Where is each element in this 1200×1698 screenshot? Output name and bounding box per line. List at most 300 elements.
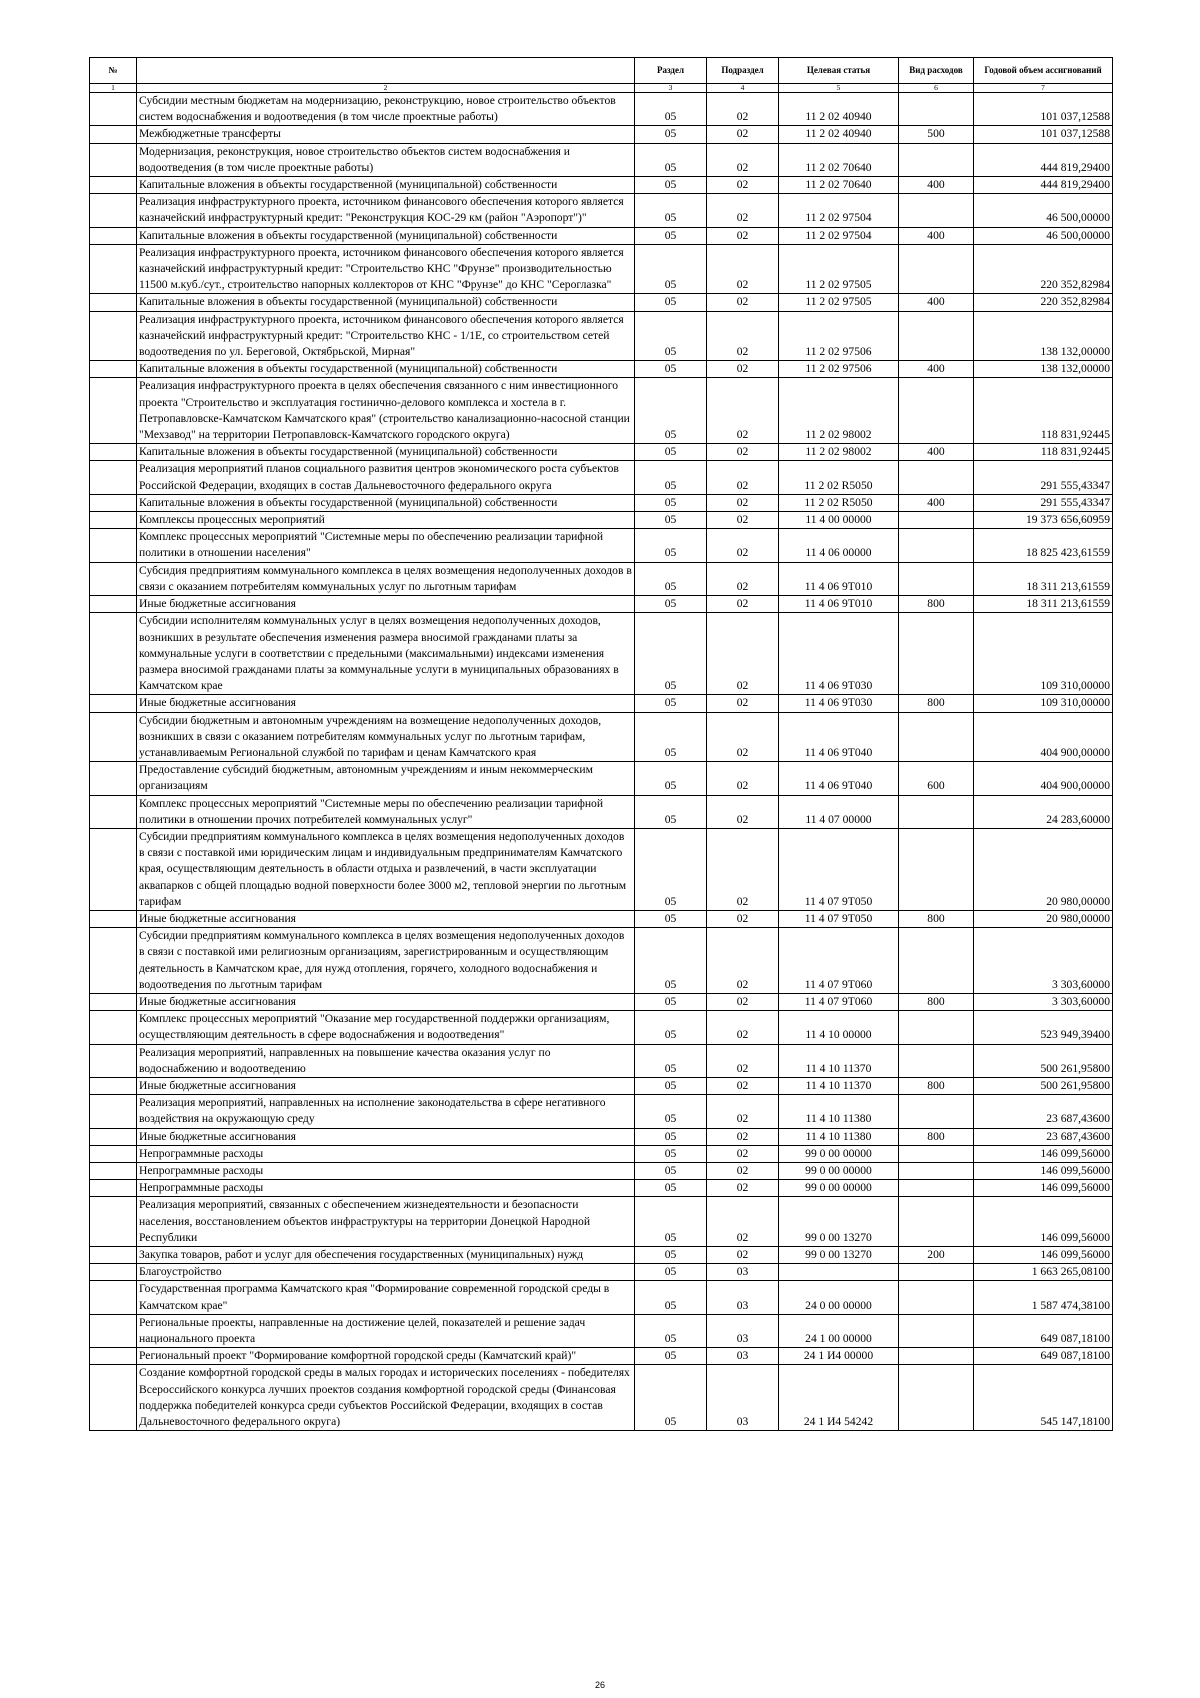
row-name-cell: Реализация инфраструктурного проекта, источником финансового обеспечения которого является казначейский инфраструктурный кредит: "Строительство КНС "Фрунзе" производительностью 11500 м.куб./сут., строительство напорных коллекторов от КНС "Фрунзе" до КНС "Сероглазка" — [137, 244, 635, 294]
row-section-cell: 05 — [635, 143, 707, 176]
row-expense-type-cell — [899, 1365, 974, 1431]
row-subsection-cell: 02 — [707, 529, 779, 562]
row-target-article-cell: 11 2 02 70640 — [779, 177, 899, 194]
header-subsection: Подраздел — [707, 58, 779, 84]
row-number-cell — [90, 529, 137, 562]
table-row — [90, 828, 1113, 910]
row-target-article-cell: 24 1 И4 54242 — [779, 1365, 899, 1431]
row-subsection-cell: 02 — [707, 695, 779, 712]
row-number-cell — [90, 444, 137, 461]
row-expense-type-cell — [899, 1163, 974, 1180]
row-expense-type-cell — [899, 613, 974, 695]
row-amount-cell: 18 825 423,61559 — [974, 529, 1113, 562]
column-number: 5 — [779, 84, 899, 93]
table-row — [90, 1163, 1113, 1180]
row-expense-type-cell — [899, 311, 974, 361]
table-row — [90, 444, 1113, 461]
row-target-article-cell: 11 4 10 11380 — [779, 1095, 899, 1128]
header-annual-amount: Годовой объем ассигнований — [974, 58, 1113, 84]
row-amount-cell: 20 980,00000 — [974, 828, 1113, 910]
row-amount-cell: 146 099,56000 — [974, 1163, 1113, 1180]
row-section-cell: 05 — [635, 1145, 707, 1162]
row-subsection-cell: 02 — [707, 444, 779, 461]
row-subsection-cell: 02 — [707, 1011, 779, 1044]
table-row — [90, 928, 1113, 994]
row-name-cell: Межбюджетные трансферты — [137, 126, 635, 143]
row-expense-type-cell — [899, 512, 974, 529]
column-number: 6 — [899, 84, 974, 93]
row-expense-type-cell — [899, 1095, 974, 1128]
row-name-cell: Субсидии исполнителям коммунальных услуг в целях возмещения недополученных доходов, возникших в результате обеспечения изменения размера вносимой гражданами платы за коммунальные услуги в соответствии с предельными (максимальными) индексами изменения размера вносимой гражданами платы за коммунальные услуги в муниципальных образованиях в Камчатском крае — [137, 613, 635, 695]
row-amount-cell: 18 311 213,61559 — [974, 562, 1113, 595]
row-target-article-cell: 11 4 10 11370 — [779, 1077, 899, 1094]
row-section-cell: 05 — [635, 1314, 707, 1347]
row-amount-cell: 1 587 474,38100 — [974, 1281, 1113, 1314]
row-name-cell: Субсидии предприятиям коммунального комплекса в целях возмещения недополученных доходов в связи с поставкой ими религиозным организациям, зарегистрированным и осуществляющим деятельность в Камчатском крае, для нужд отопления, горячего, холодного водоснабжения и водоотведения по льготным тарифам — [137, 928, 635, 994]
row-subsection-cell: 02 — [707, 126, 779, 143]
row-name-cell: Реализация мероприятий, направленных на повышение качества оказания услуг по водоснабжению и водоотведению — [137, 1044, 635, 1077]
row-amount-cell: 138 132,00000 — [974, 361, 1113, 378]
row-subsection-cell: 02 — [707, 311, 779, 361]
row-number-cell — [90, 910, 137, 927]
row-section-cell: 05 — [635, 361, 707, 378]
row-subsection-cell: 02 — [707, 1077, 779, 1094]
row-expense-type-cell — [899, 828, 974, 910]
row-amount-cell: 404 900,00000 — [974, 762, 1113, 795]
row-section-cell: 05 — [635, 1365, 707, 1431]
row-name-cell: Иные бюджетные ассигнования — [137, 695, 635, 712]
row-number-cell — [90, 1095, 137, 1128]
row-target-article-cell: 11 4 06 9Т040 — [779, 762, 899, 795]
row-amount-cell: 404 900,00000 — [974, 712, 1113, 762]
row-name-cell: Закупка товаров, работ и услуг для обеспечения государственных (муниципальных) нужд — [137, 1247, 635, 1264]
row-name-cell: Непрограммные расходы — [137, 1163, 635, 1180]
table-row — [90, 596, 1113, 613]
row-section-cell: 05 — [635, 762, 707, 795]
row-amount-cell: 118 831,92445 — [974, 378, 1113, 444]
row-subsection-cell: 02 — [707, 1095, 779, 1128]
table-row — [90, 194, 1113, 227]
row-number-cell — [90, 928, 137, 994]
row-section-cell: 05 — [635, 910, 707, 927]
row-target-article-cell: 11 2 02 97505 — [779, 244, 899, 294]
column-number: 1 — [90, 84, 137, 93]
row-expense-type-cell: 400 — [899, 361, 974, 378]
row-target-article-cell: 24 0 00 00000 — [779, 1281, 899, 1314]
row-number-cell — [90, 613, 137, 695]
column-number: 3 — [635, 84, 707, 93]
row-amount-cell: 46 500,00000 — [974, 227, 1113, 244]
row-target-article-cell: 11 4 06 9Т040 — [779, 712, 899, 762]
row-expense-type-cell: 400 — [899, 177, 974, 194]
row-amount-cell: 109 310,00000 — [974, 695, 1113, 712]
row-subsection-cell: 02 — [707, 762, 779, 795]
row-amount-cell: 146 099,56000 — [974, 1247, 1113, 1264]
row-subsection-cell: 02 — [707, 378, 779, 444]
column-number: 2 — [137, 84, 635, 93]
row-section-cell: 05 — [635, 1180, 707, 1197]
table-row — [90, 795, 1113, 828]
row-target-article-cell: 11 2 02 97505 — [779, 294, 899, 311]
table-row — [90, 1264, 1113, 1281]
row-name-cell: Непрограммные расходы — [137, 1145, 635, 1162]
row-section-cell: 05 — [635, 562, 707, 595]
row-section-cell: 05 — [635, 444, 707, 461]
row-number-cell — [90, 795, 137, 828]
row-name-cell: Субсидии предприятиям коммунального комплекса в целях возмещения недополученных доходов в связи с поставкой ими юридическим лицам и индивидуальным предпринимателям Камчатского края, осуществляющим деятельность в области отдыха и развлечений, в части эксплуатации аквапарков с общей площадью водной поверхности более 3000 м2, тепловой энергии по льготным тарифам — [137, 828, 635, 910]
row-subsection-cell: 02 — [707, 244, 779, 294]
row-name-cell: Благоустройство — [137, 1264, 635, 1281]
row-expense-type-cell — [899, 1264, 974, 1281]
row-expense-type-cell — [899, 562, 974, 595]
row-name-cell: Комплекс процессных мероприятий "Системные меры по обеспечению реализации тарифной политики в отношении населения" — [137, 529, 635, 562]
row-section-cell: 05 — [635, 1247, 707, 1264]
table-row — [90, 1348, 1113, 1365]
row-expense-type-cell — [899, 1281, 974, 1314]
row-target-article-cell: 11 2 02 R5050 — [779, 461, 899, 494]
table-row — [90, 1281, 1113, 1314]
row-number-cell — [90, 93, 137, 126]
table-row — [90, 762, 1113, 795]
row-name-cell: Региональные проекты, направленные на достижение целей, показателей и решение задач национального проекта — [137, 1314, 635, 1347]
header-target-article: Целевая статья — [779, 58, 899, 84]
row-amount-cell: 101 037,12588 — [974, 126, 1113, 143]
row-amount-cell: 118 831,92445 — [974, 444, 1113, 461]
row-section-cell: 05 — [635, 126, 707, 143]
row-amount-cell: 3 303,60000 — [974, 928, 1113, 994]
row-number-cell — [90, 244, 137, 294]
row-number-cell — [90, 1264, 137, 1281]
row-subsection-cell: 02 — [707, 993, 779, 1010]
row-expense-type-cell: 600 — [899, 762, 974, 795]
row-number-cell — [90, 227, 137, 244]
row-expense-type-cell — [899, 244, 974, 294]
row-name-cell: Иные бюджетные ассигнования — [137, 1128, 635, 1145]
row-expense-type-cell — [899, 795, 974, 828]
row-amount-cell: 444 819,29400 — [974, 143, 1113, 176]
row-target-article-cell: 11 4 07 9Т050 — [779, 910, 899, 927]
row-target-article-cell: 11 2 02 97504 — [779, 227, 899, 244]
row-name-cell: Предоставление субсидий бюджетным, автономным учреждениям и иным некоммерческим организациям — [137, 762, 635, 795]
row-amount-cell: 649 087,18100 — [974, 1314, 1113, 1347]
row-subsection-cell: 02 — [707, 461, 779, 494]
row-number-cell — [90, 143, 137, 176]
row-number-cell — [90, 1128, 137, 1145]
row-subsection-cell: 02 — [707, 596, 779, 613]
row-name-cell: Иные бюджетные ассигнования — [137, 910, 635, 927]
table-row — [90, 1011, 1113, 1044]
row-expense-type-cell — [899, 529, 974, 562]
row-section-cell: 05 — [635, 1044, 707, 1077]
row-target-article-cell: 11 4 10 00000 — [779, 1011, 899, 1044]
row-expense-type-cell — [899, 461, 974, 494]
table-row — [90, 1247, 1113, 1264]
table-row — [90, 993, 1113, 1010]
row-name-cell: Субсидии бюджетным и автономным учреждениям на возмещение недополученных доходов, возникших в связи с оказанием потребителям коммунальных услуг по льготным тарифам, устанавливаемым Региональной службой по тарифам и ценам Камчатского края — [137, 712, 635, 762]
row-amount-cell: 46 500,00000 — [974, 194, 1113, 227]
row-expense-type-cell — [899, 143, 974, 176]
row-target-article-cell: 11 2 02 40940 — [779, 126, 899, 143]
row-target-article-cell: 11 4 06 9Т030 — [779, 695, 899, 712]
row-target-article-cell: 11 4 06 9Т010 — [779, 596, 899, 613]
row-subsection-cell: 02 — [707, 194, 779, 227]
row-number-cell — [90, 494, 137, 511]
row-amount-cell: 220 352,82984 — [974, 294, 1113, 311]
row-expense-type-cell: 400 — [899, 227, 974, 244]
row-name-cell: Государственная программа Камчатского края "Формирование современной городской среды в Камчатском крае" — [137, 1281, 635, 1314]
table-row — [90, 126, 1113, 143]
table-row — [90, 311, 1113, 361]
table-row — [90, 227, 1113, 244]
row-target-article-cell: 11 4 07 9Т050 — [779, 828, 899, 910]
row-name-cell: Капитальные вложения в объекты государственной (муниципальной) собственности — [137, 227, 635, 244]
row-number-cell — [90, 126, 137, 143]
row-subsection-cell: 03 — [707, 1281, 779, 1314]
row-number-cell — [90, 695, 137, 712]
row-amount-cell: 291 555,43347 — [974, 494, 1113, 511]
table-row — [90, 712, 1113, 762]
column-number: 4 — [707, 84, 779, 93]
row-section-cell: 05 — [635, 1197, 707, 1247]
row-section-cell: 05 — [635, 494, 707, 511]
row-name-cell: Реализация мероприятий, связанных с обеспечением жизнедеятельности и безопасности населения, восстановлением объектов инфраструктуры на территории Донецкой Народной Республики — [137, 1197, 635, 1247]
row-name-cell: Реализация мероприятий планов социального развития центров экономического роста субъектов Российской Федерации, входящих в состав Дальневосточного федерального округа — [137, 461, 635, 494]
row-section-cell: 05 — [635, 1011, 707, 1044]
row-section-cell: 05 — [635, 512, 707, 529]
row-target-article-cell: 11 4 06 00000 — [779, 529, 899, 562]
row-section-cell: 05 — [635, 1077, 707, 1094]
row-subsection-cell: 02 — [707, 177, 779, 194]
row-section-cell: 05 — [635, 993, 707, 1010]
row-section-cell: 05 — [635, 93, 707, 126]
header-number: № — [90, 58, 137, 84]
row-name-cell: Субсидии местным бюджетам на модернизацию, реконструкцию, новое строительство объектов систем водоснабжения и водоотведения (в том числе проектные работы) — [137, 93, 635, 126]
row-section-cell: 05 — [635, 596, 707, 613]
row-section-cell: 05 — [635, 177, 707, 194]
row-name-cell: Иные бюджетные ассигнования — [137, 1077, 635, 1094]
row-expense-type-cell: 200 — [899, 1247, 974, 1264]
row-target-article-cell: 11 4 10 11370 — [779, 1044, 899, 1077]
row-expense-type-cell — [899, 1314, 974, 1347]
table-row — [90, 613, 1113, 695]
row-target-article-cell: 11 4 07 00000 — [779, 795, 899, 828]
table-row — [90, 562, 1113, 595]
row-amount-cell: 146 099,56000 — [974, 1180, 1113, 1197]
row-section-cell: 05 — [635, 795, 707, 828]
page-number: 26 — [594, 1680, 605, 1690]
table-row — [90, 294, 1113, 311]
row-name-cell: Капитальные вложения в объекты государственной (муниципальной) собственности — [137, 294, 635, 311]
row-name-cell: Региональный проект "Формирование комфортной городской среды (Камчатский край)" — [137, 1348, 635, 1365]
table-row — [90, 1095, 1113, 1128]
row-number-cell — [90, 828, 137, 910]
row-name-cell: Реализация инфраструктурного проекта в целях обеспечения связанного с ним инвестиционного проекта "Строительство и эксплуатация гостинично-делового комплекса и хостела в г. Петропавловске-Камчатском Камчатского края" (строительство канализационно-насосной станции "Мехзавод" на территории Петропавловск-Камчатского городского округа) — [137, 378, 635, 444]
row-number-cell — [90, 378, 137, 444]
table-row — [90, 93, 1113, 126]
row-expense-type-cell — [899, 928, 974, 994]
row-amount-cell: 3 303,60000 — [974, 993, 1113, 1010]
row-number-cell — [90, 461, 137, 494]
row-name-cell: Реализация инфраструктурного проекта, источником финансового обеспечения которого является казначейский инфраструктурный кредит: "Строительство КНС - 1/1Е, со строительством сетей водоотведения по ул. Береговой, Октябрьской, Мирная" — [137, 311, 635, 361]
row-amount-cell: 220 352,82984 — [974, 244, 1113, 294]
row-expense-type-cell — [899, 378, 974, 444]
row-subsection-cell: 02 — [707, 613, 779, 695]
row-target-article-cell: 11 4 10 11380 — [779, 1128, 899, 1145]
row-subsection-cell: 02 — [707, 93, 779, 126]
row-name-cell: Модернизация, реконструкция, новое строительство объектов систем водоснабжения и водоотведения (в том числе проектные работы) — [137, 143, 635, 176]
row-expense-type-cell: 800 — [899, 993, 974, 1010]
row-expense-type-cell: 500 — [899, 126, 974, 143]
row-name-cell: Комплексы процессных мероприятий — [137, 512, 635, 529]
row-number-cell — [90, 1145, 137, 1162]
row-subsection-cell: 02 — [707, 361, 779, 378]
table-row — [90, 1180, 1113, 1197]
row-expense-type-cell: 800 — [899, 695, 974, 712]
table-row — [90, 177, 1113, 194]
row-expense-type-cell — [899, 1011, 974, 1044]
table-row — [90, 143, 1113, 176]
row-section-cell: 05 — [635, 244, 707, 294]
row-section-cell: 05 — [635, 613, 707, 695]
row-target-article-cell: 11 2 02 97506 — [779, 311, 899, 361]
table-row — [90, 1077, 1113, 1094]
row-amount-cell: 19 373 656,60959 — [974, 512, 1113, 529]
row-number-cell — [90, 1044, 137, 1077]
row-number-cell — [90, 1348, 137, 1365]
row-subsection-cell: 02 — [707, 1128, 779, 1145]
row-target-article-cell: 11 4 06 9Т030 — [779, 613, 899, 695]
table-row — [90, 461, 1113, 494]
row-target-article-cell: 11 2 02 98002 — [779, 378, 899, 444]
row-name-cell: Субсидия предприятиям коммунального комплекса в целях возмещения недополученных доходов в связи с оказанием потребителям коммунальных услуг по льготным тарифам — [137, 562, 635, 595]
row-number-cell — [90, 712, 137, 762]
row-target-article-cell: 11 2 02 70640 — [779, 143, 899, 176]
row-number-cell — [90, 1365, 137, 1431]
row-number-cell — [90, 1163, 137, 1180]
row-name-cell: Капитальные вложения в объекты государственной (муниципальной) собственности — [137, 361, 635, 378]
row-section-cell: 05 — [635, 828, 707, 910]
row-target-article-cell: 11 2 02 40940 — [779, 93, 899, 126]
row-amount-cell: 523 949,39400 — [974, 1011, 1113, 1044]
row-target-article-cell: 99 0 00 13270 — [779, 1197, 899, 1247]
row-number-cell — [90, 294, 137, 311]
row-target-article-cell: 99 0 00 13270 — [779, 1247, 899, 1264]
row-amount-cell: 649 087,18100 — [974, 1348, 1113, 1365]
row-expense-type-cell: 800 — [899, 1077, 974, 1094]
row-number-cell — [90, 311, 137, 361]
row-section-cell: 05 — [635, 1264, 707, 1281]
row-amount-cell: 20 980,00000 — [974, 910, 1113, 927]
row-target-article-cell: 11 2 02 98002 — [779, 444, 899, 461]
row-number-cell — [90, 562, 137, 595]
row-target-article-cell: 24 1 И4 00000 — [779, 1348, 899, 1365]
table-row — [90, 512, 1113, 529]
row-target-article-cell: 99 0 00 00000 — [779, 1180, 899, 1197]
row-number-cell — [90, 1314, 137, 1347]
row-target-article-cell: 11 2 02 97504 — [779, 194, 899, 227]
row-number-cell — [90, 1281, 137, 1314]
row-name-cell: Иные бюджетные ассигнования — [137, 596, 635, 613]
table-row — [90, 1145, 1113, 1162]
row-name-cell: Комплекс процессных мероприятий "Оказание мер государственной поддержки организациям, осуществляющим деятельность в сфере водоснабжения и водоотведения" — [137, 1011, 635, 1044]
row-amount-cell: 23 687,43600 — [974, 1128, 1113, 1145]
row-name-cell: Создание комфортной городской среды в малых городах и исторических поселениях - победителях Всероссийского конкурса лучших проектов создания комфортной городской среды (Финансовая поддержка победителей конкурса среди субъектов Российской Федерации, входящих в состав Дальневосточного федерального округа) — [137, 1365, 635, 1431]
row-amount-cell: 23 687,43600 — [974, 1095, 1113, 1128]
row-amount-cell: 24 283,60000 — [974, 795, 1113, 828]
row-section-cell: 05 — [635, 1281, 707, 1314]
row-number-cell — [90, 194, 137, 227]
row-expense-type-cell: 800 — [899, 596, 974, 613]
row-expense-type-cell — [899, 93, 974, 126]
row-amount-cell: 545 147,18100 — [974, 1365, 1113, 1431]
row-number-cell — [90, 1180, 137, 1197]
row-subsection-cell: 03 — [707, 1314, 779, 1347]
row-expense-type-cell — [899, 1044, 974, 1077]
row-name-cell: Капитальные вложения в объекты государственной (муниципальной) собственности — [137, 444, 635, 461]
row-subsection-cell: 03 — [707, 1365, 779, 1431]
row-number-cell — [90, 993, 137, 1010]
table-row — [90, 378, 1113, 444]
row-expense-type-cell: 800 — [899, 1128, 974, 1145]
column-number-row — [90, 84, 1113, 93]
row-subsection-cell: 02 — [707, 795, 779, 828]
row-target-article-cell — [779, 1264, 899, 1281]
row-expense-type-cell: 400 — [899, 444, 974, 461]
row-section-cell: 05 — [635, 1163, 707, 1180]
row-section-cell: 05 — [635, 1128, 707, 1145]
row-name-cell: Капитальные вложения в объекты государственной (муниципальной) собственности — [137, 494, 635, 511]
row-target-article-cell: 99 0 00 00000 — [779, 1163, 899, 1180]
row-subsection-cell: 03 — [707, 1264, 779, 1281]
row-number-cell — [90, 596, 137, 613]
row-section-cell: 05 — [635, 227, 707, 244]
row-section-cell: 05 — [635, 928, 707, 994]
row-target-article-cell: 11 2 02 97506 — [779, 361, 899, 378]
row-section-cell: 05 — [635, 194, 707, 227]
row-number-cell — [90, 361, 137, 378]
row-name-cell: Капитальные вложения в объекты государственной (муниципальной) собственности — [137, 177, 635, 194]
header-name — [137, 58, 635, 84]
row-expense-type-cell: 400 — [899, 294, 974, 311]
row-expense-type-cell — [899, 1145, 974, 1162]
budget-table — [89, 57, 1113, 1431]
row-number-cell — [90, 1077, 137, 1094]
row-subsection-cell: 02 — [707, 712, 779, 762]
header-section: Раздел — [635, 58, 707, 84]
row-target-article-cell: 11 4 00 00000 — [779, 512, 899, 529]
table-row — [90, 1197, 1113, 1247]
row-amount-cell: 1 663 265,08100 — [974, 1264, 1113, 1281]
row-section-cell: 05 — [635, 712, 707, 762]
row-section-cell: 05 — [635, 294, 707, 311]
row-section-cell: 05 — [635, 1348, 707, 1365]
row-name-cell: Реализация мероприятий, направленных на исполнение законодательства в сфере негативного воздействия на окружающую среду — [137, 1095, 635, 1128]
row-amount-cell: 146 099,56000 — [974, 1145, 1113, 1162]
table-row — [90, 1128, 1113, 1145]
row-expense-type-cell — [899, 1197, 974, 1247]
row-target-article-cell: 11 4 06 9Т010 — [779, 562, 899, 595]
row-section-cell: 05 — [635, 311, 707, 361]
table-row — [90, 1314, 1113, 1347]
row-expense-type-cell: 800 — [899, 910, 974, 927]
header-expense-type: Вид расходов — [899, 58, 974, 84]
table-row — [90, 529, 1113, 562]
row-amount-cell: 291 555,43347 — [974, 461, 1113, 494]
row-amount-cell: 146 099,56000 — [974, 1197, 1113, 1247]
row-expense-type-cell — [899, 194, 974, 227]
row-number-cell — [90, 1197, 137, 1247]
row-amount-cell: 18 311 213,61559 — [974, 596, 1113, 613]
